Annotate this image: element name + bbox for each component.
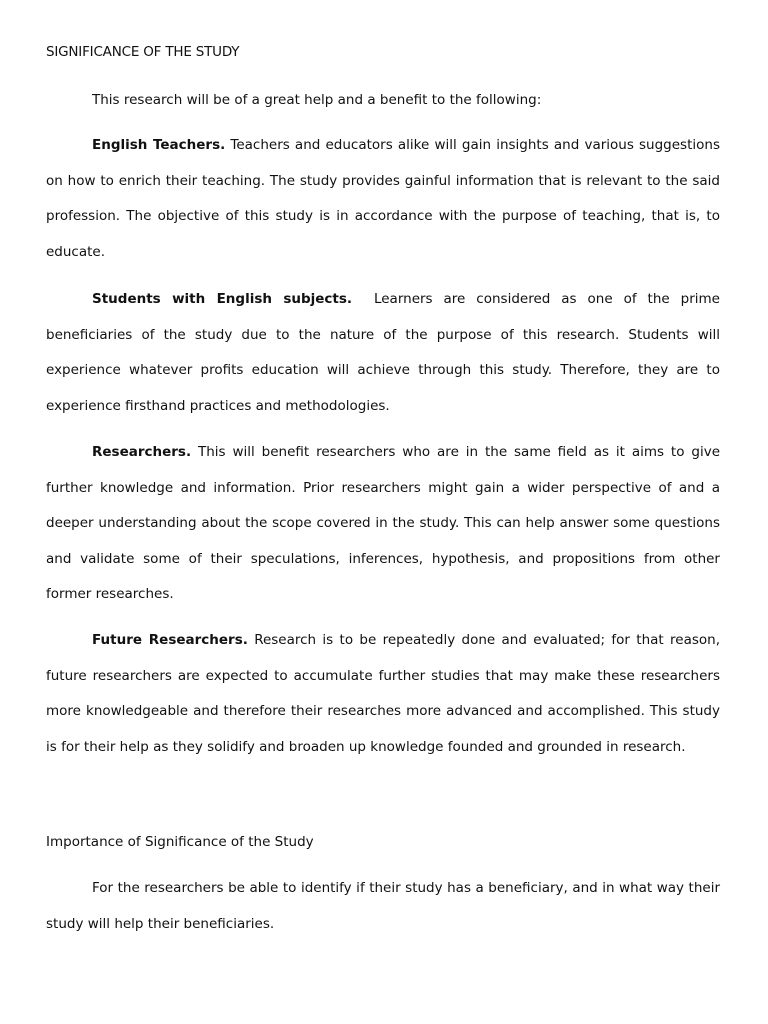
section-heading: Future Researchers. (92, 632, 248, 648)
section-text: Learners are considered as one of the prime beneficiaries of the study due to the nature of the purpose of this research. Students will experience whatever profits education will achieve through this study. Therefore, they are to experience firsthand practices and methodologies. (46, 291, 725, 414)
section-english-teachers (46, 128, 720, 270)
importance-heading: Importance of Significance of the Study (46, 834, 314, 850)
section-heading: English Teachers. (92, 137, 226, 153)
intro-sentence: This research will be of a great help and a benefit to the following: (92, 92, 542, 108)
section-future-researchers (46, 623, 720, 765)
section-heading: Students with English subjects. (92, 291, 353, 307)
section-heading: Researchers. (92, 444, 192, 460)
section-students (46, 282, 725, 424)
section-text: Research is to be repeatedly done and evaluated; for that reason, future researchers are expected to accumulate further studies that may make these researchers more knowledgeable and therefore their researches more advanced and accomplished. This study is for their help as they solidify and broaden up knowledge founded and grounded in research. (46, 632, 721, 755)
section-text: This will benefit researchers who are in the same field as it aims to give further knowledge and information. Prior researchers might gain a wider perspective of and a deeper understanding about the scope covered in the study. This can help answer some questions and validate some of their speculations, inferences, hypothesis, and propositions from other former researches. (46, 444, 720, 602)
document-title: SIGNIFICANCE OF THE STUDY (46, 44, 240, 60)
section-researchers (46, 435, 720, 613)
importance-paragraph: For the researchers be able to identify if their study has a beneficiary, and in what way their study will help their beneficiaries. (46, 880, 720, 932)
section-text: Teachers and educators alike will gain insights and various suggestions on how to enrich their teaching. The study provides gainful information that is relevant to the said profession. The objective of this study is in accordance with the purpose of teaching, that is, to educate. (46, 137, 720, 260)
